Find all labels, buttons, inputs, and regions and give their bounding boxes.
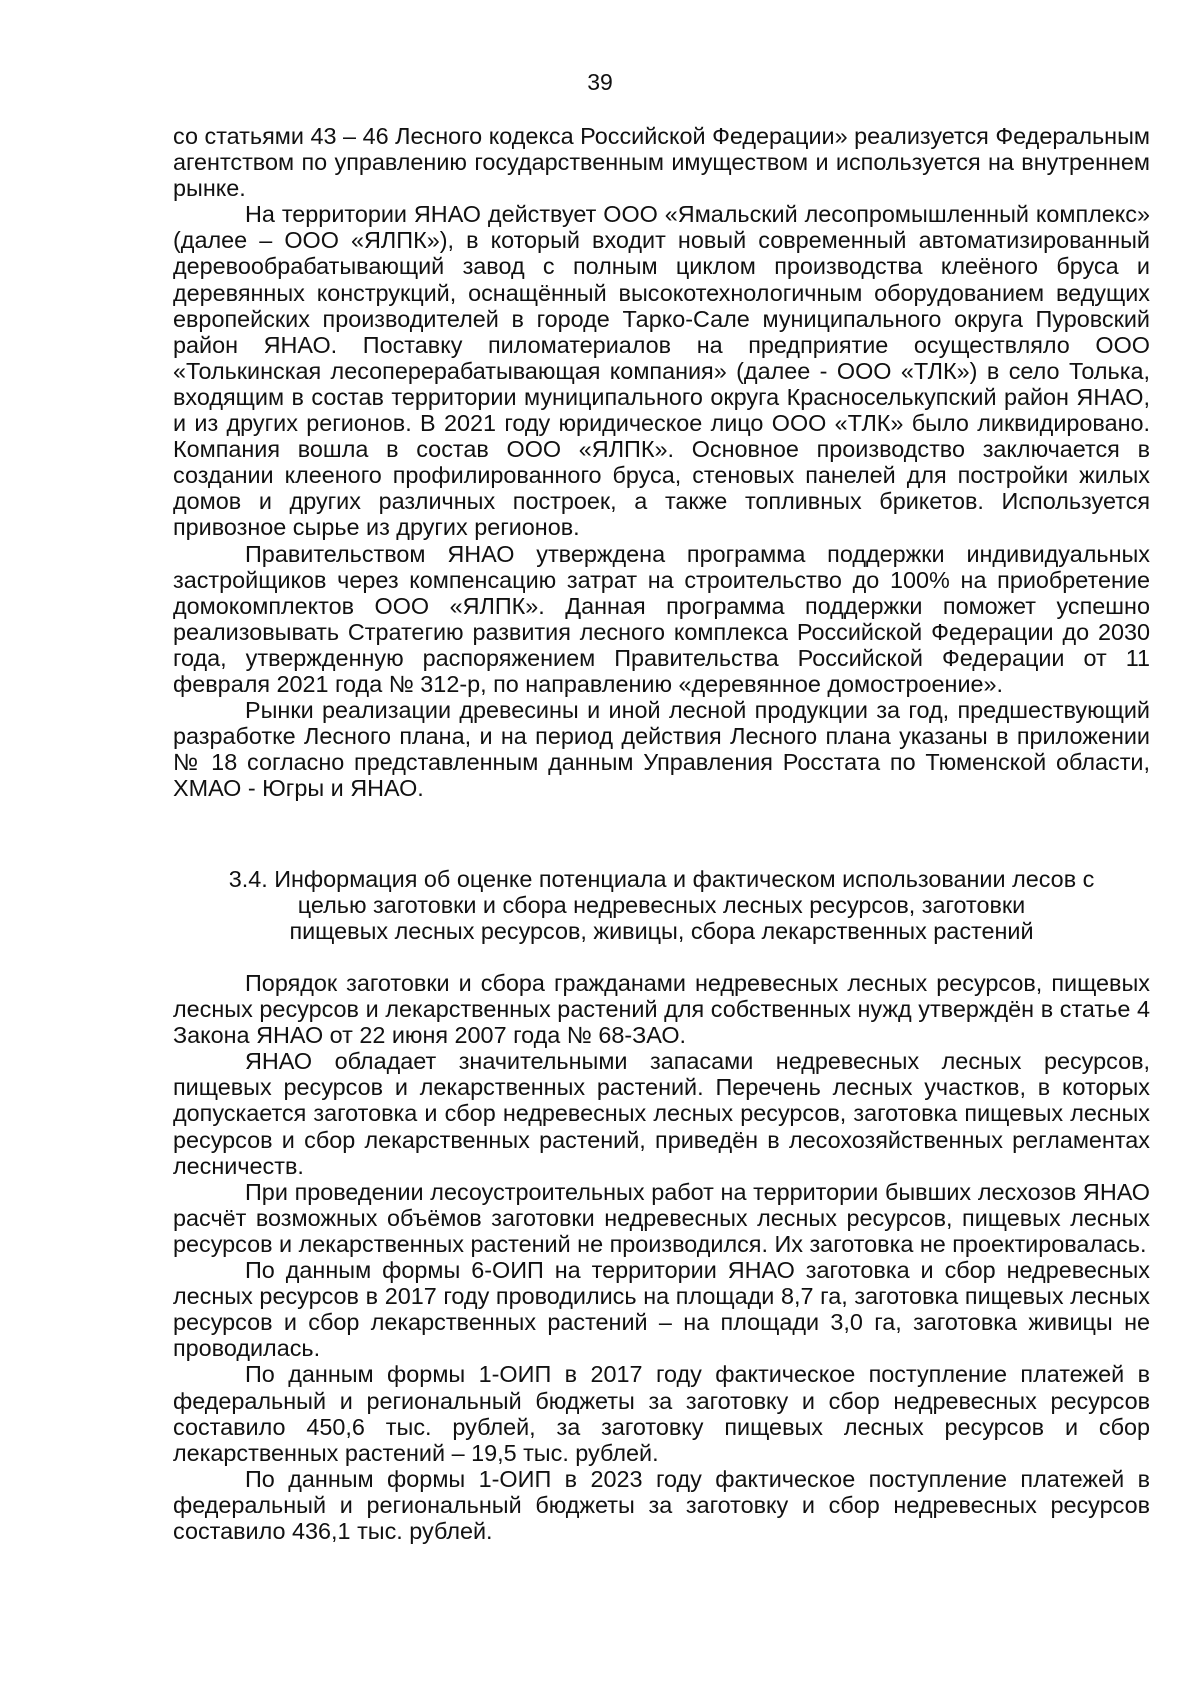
paragraph: Порядок заготовки и сбора гражданами недревесных лесных ресурсов, пищевых лесных ресурсов и лекарственных растений для собственных нужд утверждён в статье 4 Закона ЯНАО от 22 июня 2007 года № 68-ЗАО.	[173, 970, 1150, 1049]
body-text-top	[173, 123, 1150, 801]
section-heading-line: целью заготовки и сбора недревесных лесных ресурсов, заготовки	[297, 892, 1026, 919]
paragraph: По данным формы 1-ОИП в 2017 году фактическое поступление платежей в федеральный и региональный бюджеты за заготовку и сбор недревесных ресурсов составило 450,6 тыс. рублей, за заготовку пищевых лесных ресурсов и сбор лекарственных растений – 19,5 тыс. рублей.	[173, 1361, 1150, 1466]
paragraph: По данным формы 1-ОИП в 2023 году фактическое поступление платежей в федеральный и региональный бюджеты за заготовку и сбор недревесных ресурсов составило 436,1 тыс. рублей.	[173, 1465, 1150, 1544]
section-heading-line: пищевых лесных ресурсов, живицы, сбора лекарственных растений	[289, 918, 1034, 945]
paragraph: Правительством ЯНАО утверждена программа поддержки индивидуальных застройщиков через компенсацию затрат на строительство до 100% на приобретение домокомплектов ООО «ЯЛПК». Данная программа поддержки поможет успешно реализовывать Стратегию развития лесного комплекса Российской Федерации до 2030 года, утвержденную распоряжением Правительства Российской Федерации от 11 февраля 2021 года № 312-р, по направлению «деревянное домостроение».	[173, 540, 1150, 697]
paragraph: На территории ЯНАО действует ООО «Ямальский лесопромышленный комплекс» (далее – ООО «ЯЛПК»), в который входит новый современный автоматизированный деревообрабатывающий завод с полным циклом производства клеёного бруса и деревянных конструкций, оснащённый высокотехнологичным оборудованием ведущих европейских производителей в городе Тарко-Сале муниципального округа Пуровский район ЯНАО. Поставку пиломатериалов на предприятие осуществляло ООО «Толькинская лесоперерабатывающая компания» (далее - ООО «ТЛК») в село Толька, входящим в состав территории муниципального округа Красноселькупский район ЯНАО, и из других регионов. В 2021 году юридическое лицо ООО «ТЛК» было ликвидировано. Компания вошла в состав ООО «ЯЛПК». Основное производство заключается в создании клееного профилированного бруса, стеновых панелей для постройки жилых домов и других различных построек, а также топливных брикетов. Используется привозное сырье из других регионов.	[173, 201, 1150, 541]
section-heading	[173, 866, 1150, 944]
section-heading-line: 3.4. Информация об оценке потенциала и фактическом использовании лесов с	[228, 866, 1095, 892]
paragraph: При проведении лесоустроительных работ на территории бывших лесхозов ЯНАО расчёт возможных объёмов заготовки недревесных лесных ресурсов, пищевых лесных ресурсов и лекарственных растений не производился. Их заготовка не проектировалась.	[173, 1178, 1150, 1257]
page-number: 39	[587, 69, 613, 95]
body-text-bottom	[173, 970, 1150, 1544]
paragraph: Рынки реализации древесины и иной лесной продукции за год, предшествующий разработке Лесного плана, и на период действия Лесного плана указаны в приложении № 18 согласно представленным данным Управления Росстата по Тюменской области, ХМАО - Югры и ЯНАО.	[173, 697, 1150, 802]
paragraph: ЯНАО обладает значительными запасами недревесных лесных ресурсов, пищевых ресурсов и лекарственных растений. Перечень лесных участков, в которых допускается заготовка и сбор недревесных лесных ресурсов, заготовка пищевых лесных ресурсов и сбор лекарственных растений, приведён в лесохозяйственных регламентах лесничеств.	[173, 1048, 1150, 1179]
paragraph: По данным формы 6-ОИП на территории ЯНАО заготовка и сбор недревесных лесных ресурсов в 2017 году проводились на площади 8,7 га, заготовка пищевых лесных ресурсов и сбор лекарственных растений – на площади 3,0 га, заготовка живицы не проводилась.	[173, 1257, 1150, 1362]
paragraph: со статьями 43 – 46 Лесного кодекса Российской Федерации» реализуется Федеральным агентством по управлению государственным имуществом и используется на внутреннем рынке.	[173, 123, 1150, 202]
